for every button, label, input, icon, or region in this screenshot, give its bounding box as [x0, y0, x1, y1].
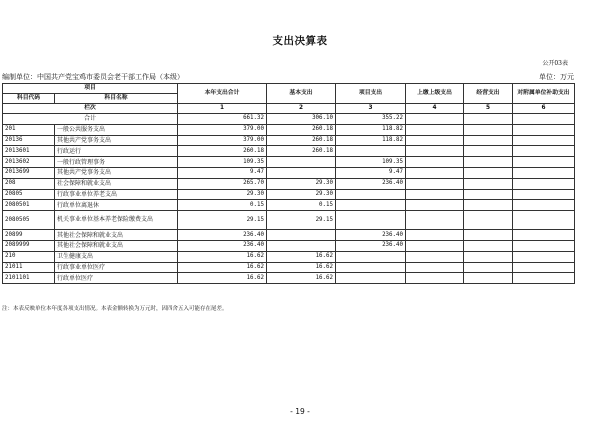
project-cell: 9.47 — [336, 167, 406, 178]
total-cell: 260.18 — [178, 146, 267, 157]
total-cell: 16.62 — [178, 251, 267, 262]
table-row — [3, 262, 575, 273]
transfer-cell — [406, 200, 464, 211]
total-cell: 16.62 — [178, 273, 267, 284]
business-cell — [464, 189, 513, 200]
header-project: 项目支出 — [336, 84, 406, 104]
name-cell: 行政事业单位医疗 — [55, 262, 178, 273]
business-cell — [464, 273, 513, 284]
transfer-cell — [406, 240, 464, 251]
transfer-cell — [406, 167, 464, 178]
page-title: 支出决算表 — [272, 35, 328, 47]
table-row — [3, 157, 575, 168]
total-cell: 9.47 — [178, 167, 267, 178]
code-cell: 2080501 — [3, 200, 55, 211]
table-row — [3, 251, 575, 262]
basic-cell: 260.18 — [267, 124, 336, 135]
business-cell — [464, 230, 513, 241]
header-lanci: 栏次 — [3, 104, 178, 114]
business-cell — [464, 262, 513, 273]
business-cell — [464, 124, 513, 135]
header-transfer: 上缴上级支出 — [406, 84, 464, 104]
code-cell: 20805 — [3, 189, 55, 200]
transfer-cell — [406, 273, 464, 284]
business-cell — [464, 135, 513, 146]
table-row — [3, 167, 575, 178]
subsidy-cell — [513, 114, 575, 125]
subsidy-cell — [513, 211, 575, 230]
header-subsidy: 对附属单位补助支出 — [513, 84, 575, 104]
subsidy-cell — [513, 157, 575, 168]
business-cell — [464, 114, 513, 125]
transfer-cell — [406, 211, 464, 230]
name-cell: 其他社会保障和就业支出 — [55, 230, 178, 241]
transfer-cell — [406, 114, 464, 125]
name-cell: 卫生健康支出 — [55, 251, 178, 262]
project-cell — [336, 251, 406, 262]
table-row — [3, 178, 575, 189]
business-cell — [464, 157, 513, 168]
subsidy-cell — [513, 178, 575, 189]
project-cell: 236.40 — [336, 178, 406, 189]
total-cell: 379.00 — [178, 124, 267, 135]
col-num-2: 2 — [267, 104, 336, 114]
project-cell: 355.22 — [336, 114, 406, 125]
code-cell: 201 — [3, 124, 55, 135]
col-num-3: 3 — [336, 104, 406, 114]
subsidy-cell — [513, 135, 575, 146]
code-cell: 2080505 — [3, 211, 55, 230]
basic-cell: 16.62 — [267, 262, 336, 273]
header-name: 科目名称 — [55, 94, 178, 104]
total-cell: 16.62 — [178, 262, 267, 273]
total-cell: 236.40 — [178, 240, 267, 251]
name-cell: 一般公共服务支出 — [55, 124, 178, 135]
code-cell: 2013601 — [3, 146, 55, 157]
business-cell — [464, 200, 513, 211]
table-row — [3, 211, 575, 230]
subsidy-cell — [513, 230, 575, 241]
project-cell: 109.35 — [336, 157, 406, 168]
code-cell: 2013699 — [3, 167, 55, 178]
project-cell — [336, 273, 406, 284]
code-cell: 21011 — [3, 262, 55, 273]
project-cell: 236.40 — [336, 230, 406, 241]
subsidy-cell — [513, 240, 575, 251]
header-item: 项目 — [3, 84, 178, 94]
subsidy-cell — [513, 200, 575, 211]
code-cell: 20899 — [3, 230, 55, 241]
basic-cell: 16.62 — [267, 251, 336, 262]
total-cell: 661.32 — [178, 114, 267, 125]
basic-cell: 306.10 — [267, 114, 336, 125]
subsidy-cell — [513, 189, 575, 200]
project-cell — [336, 211, 406, 230]
basic-cell — [267, 240, 336, 251]
transfer-cell — [406, 262, 464, 273]
col-num-6: 6 — [513, 104, 575, 114]
total-cell: 379.00 — [178, 135, 267, 146]
name-cell: 行政单位医疗 — [55, 273, 178, 284]
basic-cell: 29.30 — [267, 189, 336, 200]
name-cell: 行政事业单位养老支出 — [55, 189, 178, 200]
page-number: - 19 - — [290, 407, 310, 416]
header-code: 科目代码 — [3, 94, 55, 104]
project-cell — [336, 146, 406, 157]
header-basic: 基本支出 — [267, 84, 336, 104]
table-row — [3, 146, 575, 157]
total-label: 合计 — [3, 114, 178, 125]
code-cell: 2089999 — [3, 240, 55, 251]
total-cell: 29.30 — [178, 189, 267, 200]
name-cell: 行政运行 — [55, 146, 178, 157]
name-cell: 机关事业单位基本养老保险缴费支出 — [55, 211, 178, 230]
total-cell: 109.35 — [178, 157, 267, 168]
table-row — [3, 200, 575, 211]
transfer-cell — [406, 157, 464, 168]
table-row — [3, 230, 575, 241]
business-cell — [464, 178, 513, 189]
business-cell — [464, 211, 513, 230]
col-num-5: 5 — [464, 104, 513, 114]
total-cell: 236.40 — [178, 230, 267, 241]
code-cell: 2013602 — [3, 157, 55, 168]
table-row — [3, 240, 575, 251]
business-cell — [464, 251, 513, 262]
expenditure-table — [2, 83, 575, 284]
form-code: 公开03表 — [542, 60, 568, 67]
project-cell — [336, 189, 406, 200]
table-row — [3, 124, 575, 135]
table-note: 注：本表反映单位本年度各项支出情况。本表金额转换为万元时，因四舍五入可能存在尾差。 — [2, 306, 228, 312]
code-cell: 2101101 — [3, 273, 55, 284]
table-row — [3, 273, 575, 284]
subsidy-cell — [513, 262, 575, 273]
code-cell: 208 — [3, 178, 55, 189]
basic-cell: 0.15 — [267, 200, 336, 211]
transfer-cell — [406, 124, 464, 135]
transfer-cell — [406, 189, 464, 200]
name-cell: 一般行政管理事务 — [55, 157, 178, 168]
transfer-cell — [406, 178, 464, 189]
code-cell: 20136 — [3, 135, 55, 146]
basic-cell — [267, 230, 336, 241]
transfer-cell — [406, 146, 464, 157]
subsidy-cell — [513, 167, 575, 178]
subsidy-cell — [513, 146, 575, 157]
project-cell: 118.82 — [336, 124, 406, 135]
project-cell — [336, 262, 406, 273]
basic-cell: 260.18 — [267, 146, 336, 157]
name-cell: 其他共产党事务支出 — [55, 167, 178, 178]
project-cell: 118.82 — [336, 135, 406, 146]
total-cell: 0.15 — [178, 200, 267, 211]
table-row — [3, 189, 575, 200]
subsidy-cell — [513, 251, 575, 262]
transfer-cell — [406, 230, 464, 241]
basic-cell: 16.62 — [267, 273, 336, 284]
header-total: 本年支出合计 — [178, 84, 267, 104]
business-cell — [464, 167, 513, 178]
code-cell: 210 — [3, 251, 55, 262]
unit-label: 单位：万元 — [539, 73, 574, 81]
project-cell: 236.40 — [336, 240, 406, 251]
name-cell: 社会保障和就业支出 — [55, 178, 178, 189]
subsidy-cell — [513, 124, 575, 135]
basic-cell: 260.18 — [267, 135, 336, 146]
col-num-4: 4 — [406, 104, 464, 114]
subsidy-cell — [513, 273, 575, 284]
org-unit-row — [2, 70, 574, 82]
basic-cell — [267, 167, 336, 178]
table-row — [3, 135, 575, 146]
basic-cell — [267, 157, 336, 168]
basic-cell: 29.30 — [267, 178, 336, 189]
transfer-cell — [406, 251, 464, 262]
transfer-cell — [406, 135, 464, 146]
total-cell: 265.70 — [178, 178, 267, 189]
name-cell: 其他共产党事务支出 — [55, 135, 178, 146]
business-cell — [464, 240, 513, 251]
header-business: 经营支出 — [464, 84, 513, 104]
total-row — [3, 114, 575, 125]
org-label: 编制单位：中国共产党宝鸡市委员会老干部工作局（本级） — [2, 73, 184, 81]
basic-cell: 29.15 — [267, 211, 336, 230]
name-cell: 行政单位离退休 — [55, 200, 178, 211]
business-cell — [464, 146, 513, 157]
col-num-1: 1 — [178, 104, 267, 114]
total-cell: 29.15 — [178, 211, 267, 230]
project-cell — [336, 200, 406, 211]
name-cell: 其他社会保障和就业支出 — [55, 240, 178, 251]
